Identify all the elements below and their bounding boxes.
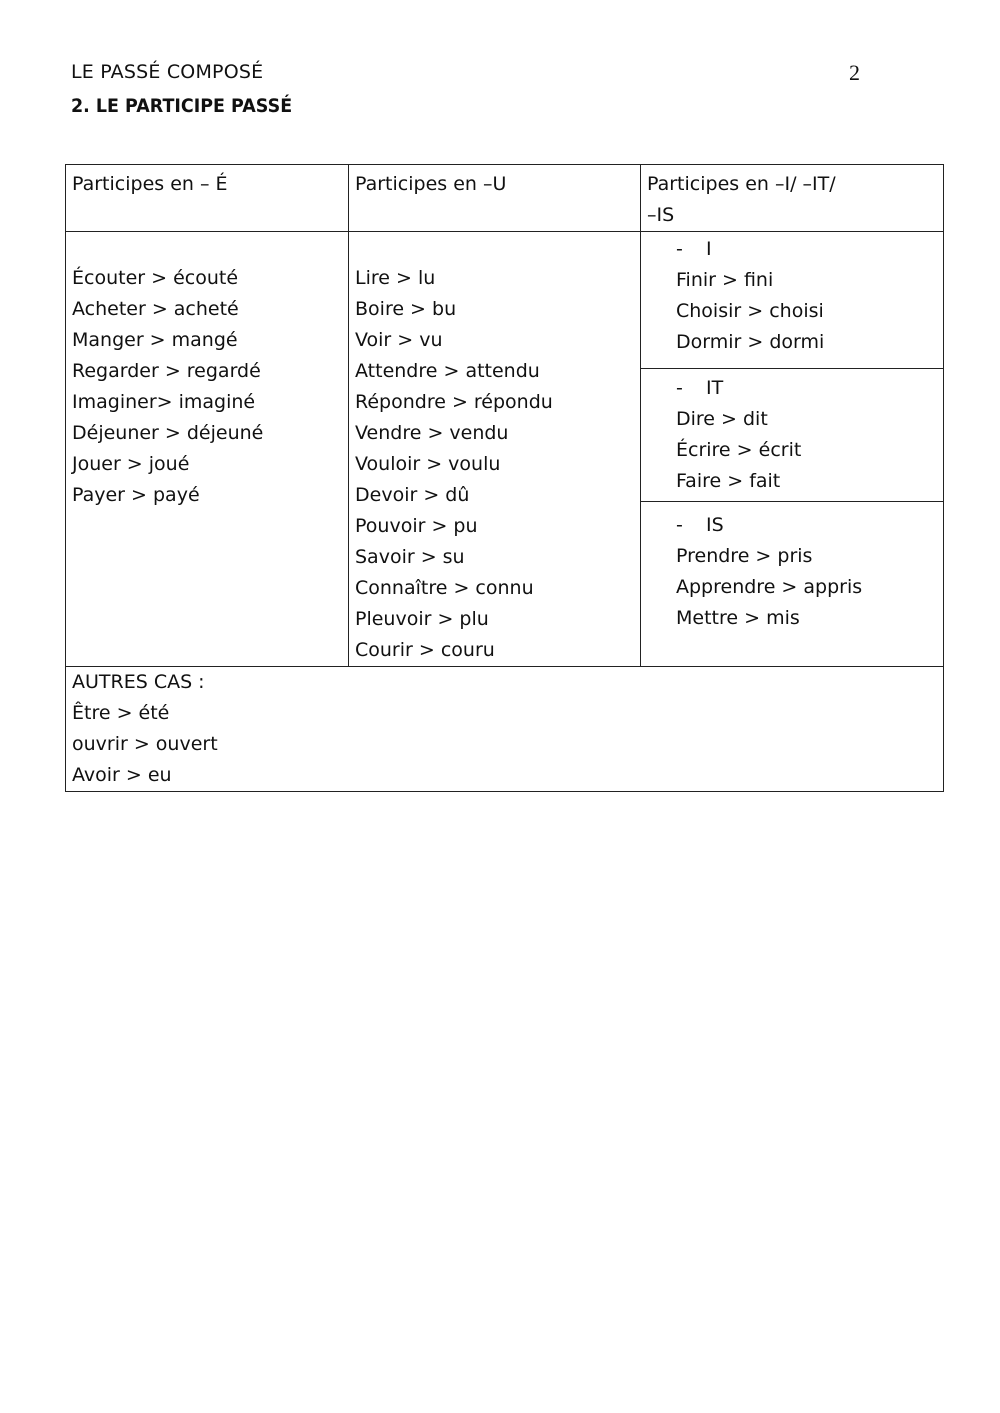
list-item: ouvrir > ouvert <box>72 733 218 755</box>
column-header-e <box>66 165 349 232</box>
document-title: LE PASSÉ COMPOSÉ <box>71 61 264 83</box>
list-item: Payer > payé <box>72 484 200 506</box>
list-item: Choisir > choisi <box>676 300 824 322</box>
list-item: Voir > vu <box>355 329 443 351</box>
column-header-line1: Participes en –I/ –IT/ <box>647 173 836 195</box>
list-u-cell <box>349 232 641 667</box>
group-it-heading <box>676 373 937 404</box>
other-cases-cell <box>66 667 944 792</box>
column-header-u-text: Participes en –U <box>355 173 507 195</box>
group-it-label: IT <box>706 377 724 399</box>
list-item: Jouer > joué <box>72 453 190 475</box>
list-item: Écouter > écouté <box>72 267 239 289</box>
bullet-dash: - <box>676 238 683 260</box>
list-it <box>676 404 937 497</box>
list-item: Acheter > acheté <box>72 298 239 320</box>
list-e-cell <box>66 232 349 667</box>
group-is-heading <box>676 510 937 541</box>
list-item: Devoir > dû <box>355 484 470 506</box>
list-item: Attendre > attendu <box>355 360 540 382</box>
list-item: Être > été <box>72 702 170 724</box>
group-i-heading <box>676 234 937 265</box>
list-item: Dormir > dormi <box>676 331 825 353</box>
group-i-label: I <box>706 238 712 260</box>
bullet-dash: - <box>676 514 683 536</box>
list-item: Regarder > regardé <box>72 360 261 382</box>
list-item: Vouloir > voulu <box>355 453 501 475</box>
list-item: Courir > couru <box>355 639 495 661</box>
group-i <box>641 232 943 369</box>
table-header-row <box>66 165 944 232</box>
list-item: Écrire > écrit <box>676 439 802 461</box>
list-item: Déjeuner > déjeuné <box>72 422 264 444</box>
bullet-dash: - <box>676 377 683 399</box>
list-i <box>676 265 937 358</box>
column-header-e-text: Participes en – É <box>72 173 228 195</box>
list-item: Manger > mangé <box>72 329 238 351</box>
list-item: Apprendre > appris <box>676 576 863 598</box>
list-item: Dire > dit <box>676 408 768 430</box>
list-item: Imaginer> imaginé <box>72 391 256 413</box>
list-item: Finir > fini <box>676 269 774 291</box>
list-is <box>676 541 937 634</box>
list-u <box>355 263 634 666</box>
list-item: Prendre > pris <box>676 545 813 567</box>
list-e <box>72 263 342 511</box>
list-item: Boire > bu <box>355 298 457 320</box>
other-cases-title: AUTRES CAS : <box>72 671 205 693</box>
column-header-line2: –IS <box>647 204 675 226</box>
section-title: 2. LE PARTICIPE PASSÉ <box>71 95 293 117</box>
page-number: 2 <box>849 60 860 85</box>
list-item: Avoir > eu <box>72 764 172 786</box>
list-item: Lire > lu <box>355 267 436 289</box>
list-i-it-is-cell <box>641 232 944 667</box>
column-header-u <box>349 165 641 232</box>
group-is-label: IS <box>706 514 724 536</box>
column-header-i-it-is <box>641 165 944 232</box>
participle-table <box>65 164 944 792</box>
list-item: Faire > fait <box>676 470 781 492</box>
other-cases-row <box>66 667 944 792</box>
list-item: Connaître > connu <box>355 577 534 599</box>
list-item: Pleuvoir > plu <box>355 608 489 630</box>
list-item: Répondre > répondu <box>355 391 553 413</box>
list-item: Mettre > mis <box>676 607 800 629</box>
table-body-row <box>66 232 944 667</box>
group-it <box>641 369 943 502</box>
list-item: Pouvoir > pu <box>355 515 478 537</box>
list-item: Savoir > su <box>355 546 465 568</box>
list-other-cases <box>72 698 937 791</box>
group-is <box>641 502 943 634</box>
list-item: Vendre > vendu <box>355 422 509 444</box>
